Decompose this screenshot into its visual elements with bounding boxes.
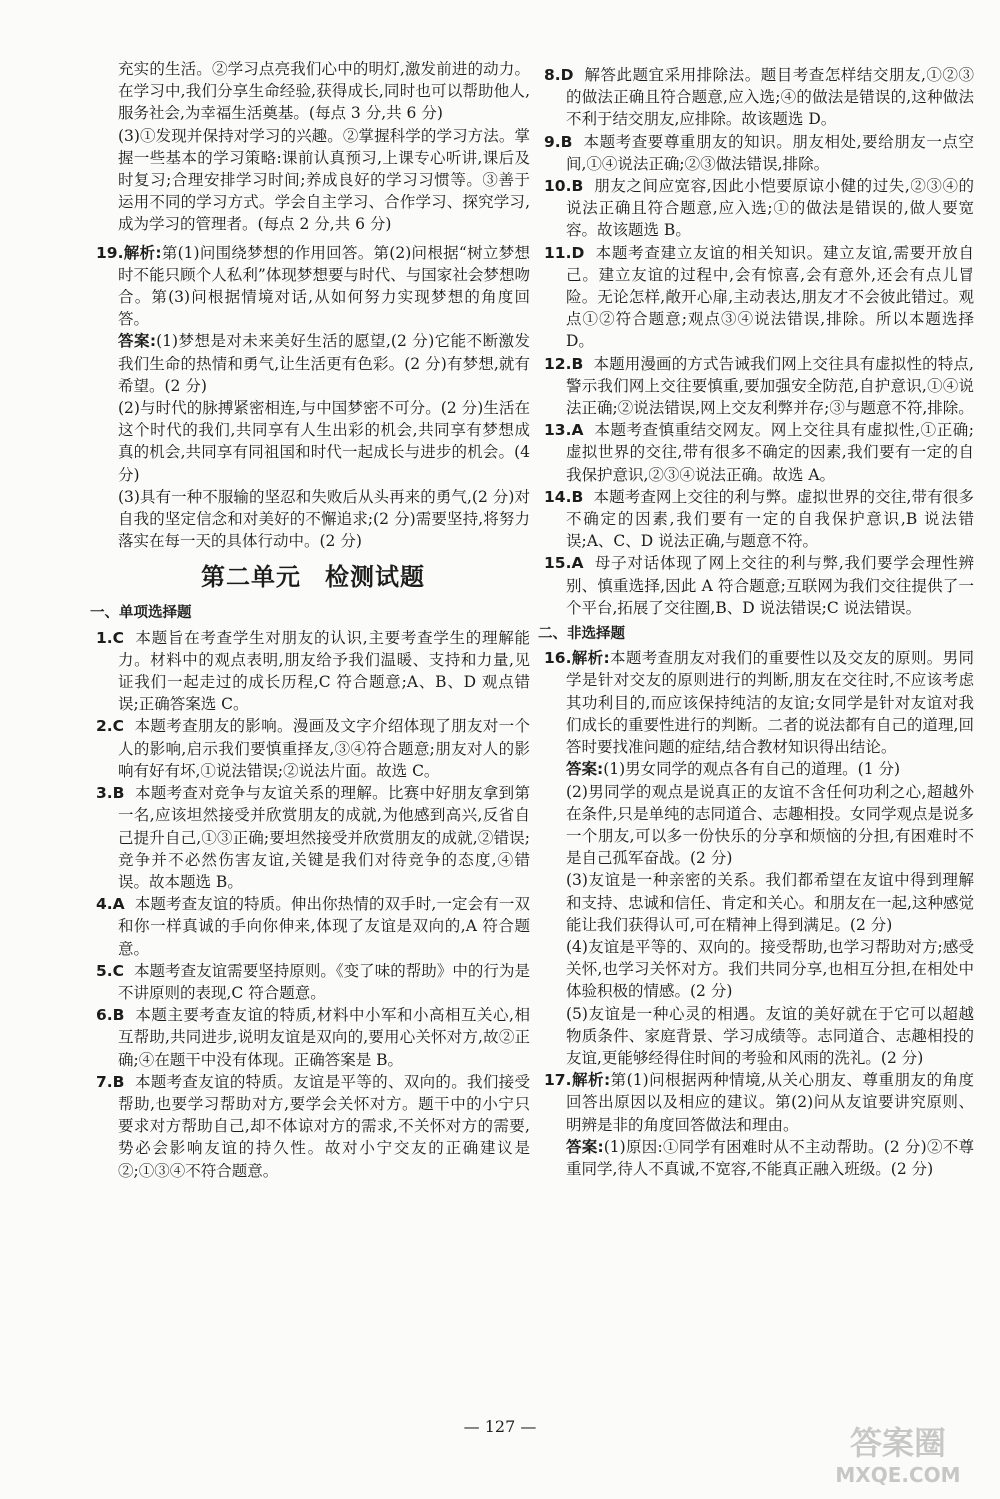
paragraph-2: (3)①发现并保持对学习的兴趣。②掌握科学的学习方法。掌握一些基本的学习策略:课前认真预习,上课专心听讲,课后及时复习;合理安排学习时间;养成良好的学习习惯等。③善于运用不同的学习方式。学会自主学习、合作学习、探究学习,成为学习的管理者。(每点 2 分,共 6 分) [118, 126, 530, 234]
answer-item: 9.B 本题考查要尊重朋友的知识。朋友相处,要给朋友一点空间,①④说法正确;②③做法错误,排除。 [544, 132, 975, 173]
analysis-label: 解析: [571, 649, 610, 668]
answer-item: 12.B 本题用漫画的方式告诫我们网上交往具有虚拟性的特点,警示我们网上交往要慎重,要加强安全防范,自护意识,①④说法正确;②说法错误,网上交友利弊并存;③与题意不符,排除。 [544, 354, 974, 418]
answer-part-5: (5)友谊是一种心灵的相遇。友谊的美好就在于它可以超越物质条件、家庭背景、学习成绩等。志同道合、志趣相投的友谊,更能够经得住时间的考验和风雨的洗礼。(2 分) [566, 1004, 974, 1067]
answer-item: 4.A 本题考查友谊的特质。伸出你热情的双手时,一定会有一双和你一样真诚的手向你伸来,体现了友谊是双向的,A 符合题意。 [96, 895, 531, 958]
answer-item: 2.C 本题考查朋友的影响。漫画及文字介绍体现了朋友对一个人的影响,启示我们要慎重择友,③④符合题意;朋友对人的影响有好有坏,①说法错误;②说法片面。故选 C。 [96, 717, 530, 780]
answer-item: 3.B 本题考查对竞争与友谊关系的理解。比赛中好朋友拿到第一名,应该坦然接受并欣赏朋友的成就,为他感到高兴,反省自己提升自己,①③正确;要坦然接受并欣赏朋友的成就,②错误;竞争并不必然伤害友谊,关键是我们对待竞争的态度,④错误。故本题选 B。 [96, 784, 530, 891]
unit-title [96, 560, 530, 594]
answer-list-left [96, 627, 530, 1182]
watermark-logo [808, 1418, 988, 1490]
page-number: — 127 — [463, 1417, 537, 1436]
question-16 [544, 647, 974, 1069]
answer-item: 7.B 本题考查友谊的特质。友谊是平等的、双向的。我们接受帮助,也要学习帮助对方,要学会关怀对方。题干中的小宁只要求对方帮助自己,却不体谅对方的需求,不关怀对方的需要,势必会影响友谊的持久性。故对小宁交友的正确建议是②;①③④不符合题意。 [96, 1072, 530, 1180]
answer-item: 11.D 本题考查建立友谊的相关知识。建立友谊,需要开放自己。建立友谊的过程中,会有惊喜,会有意外,还会有点儿冒险。无论怎样,敞开心扉,主动表达,朋友才不会彼此错过。观点①②符合题意;观点③④说法错误,排除。所以本题选择 D。 [544, 243, 974, 351]
analysis-text: 本题考查朋友对我们的重要性以及交友的原则。男同学是针对交友的原则进行的判断,朋友在交往时,不应该考虑其功利目的,而应该保持纯洁的友谊;女同学是针对友谊对我们成长的重要性进行的判断。二者的说法都有自己的道理,回答时要找准问题的症结,结合教材知识得出结论。 [566, 649, 974, 757]
answer-part-3: (3)友谊是一种亲密的关系。我们都希望在友谊中得到理解和支持、忠诚和信任、肯定和关心。和朋友在一起,这种感觉能让我们获得认可,可在精神上得到满足。(2 分) [566, 871, 974, 934]
watermark-url: MXQE.COM [835, 1463, 961, 1487]
answer-item: 14.B 本题考查网上交往的利与弊。虚拟世界的交往,带有很多不确定的因素,我们要有一定的自我保护意识,B 说法错误;A、C、D 说法正确,与题意不符。 [544, 487, 974, 551]
right-column [538, 64, 975, 1180]
answer-text: (1)原因:①同学有困难时从不主动帮助。(2 分)②不尊重同学,待人不真诚,不宽容,不能真正融入班级。(2 分) [566, 1137, 975, 1178]
answer-label: 答案: [118, 332, 157, 351]
question-number: 17. [544, 1071, 572, 1090]
answer-part-3: (3)具有一种不服输的坚忍和失败后从头再来的勇气,(2 分)对自我的坚定信念和对美好的不懈追求;(2 分)需要坚持,将努力落实在每一天的具体行动中。(2 分) [118, 487, 530, 551]
answer-item: 5.C 本题考查友谊需要坚持原则。《变了味的帮助》中的行为是不讲原则的表现,C 符合题意。 [96, 961, 530, 1002]
analysis-label: 解析: [571, 1071, 611, 1090]
answer-label: 答案: [566, 760, 604, 779]
analysis-text: 第(1)问围绕梦想的作用回答。第(2)问根据“树立梦想时不能只顾个人私利”体现梦想要与时代、与国家社会梦想吻合。第(3)问根据情境对话,从如何努力实现梦想的角度回答。 [118, 243, 530, 329]
unit-title-part-b: 检测试题 [325, 563, 425, 592]
section-heading-single-choice: 一、单项选择题 [90, 605, 192, 622]
answer-part-4: (4)友谊是平等的、双向的。接受帮助,也学习帮助对方;感受关怀,也学习关怀对方。我们共同分享,也相互分担,在相处中体验积极的情感。(2 分) [566, 937, 974, 1001]
answer-label: 答案: [566, 1137, 604, 1156]
question-number: 19. [96, 243, 124, 262]
question-17 [544, 1069, 974, 1180]
answer-part-2: (2)与时代的脉搏紧密相连,与中国梦密不可分。(2 分)生活在这个时代的我们,共同享有人生出彩的机会,共同享有梦想成真的机会,共同享有同祖国和时代一起成长与进步的机会。(4 分) [118, 399, 530, 484]
answer-item: 8.D 解答此题宜采用排除法。题目考查怎样结交朋友,①②③的做法正确且符合题意,应入选;④的做法是错误的,这种做法不利于结交朋友,应排除。故该题选 D。 [544, 66, 974, 129]
question-19 [96, 242, 530, 553]
analysis-label: 解析: [123, 243, 162, 262]
answer-item: 13.A 本题考查慎重结交网友。网上交往具有虚拟性,①正确;虚拟世界的交往,带有很多不确定的因素,我们要有一定的自我保护意识,②③④说法正确。故选 A。 [544, 421, 974, 484]
section-heading-non-choice: 二、非选择题 [538, 626, 625, 643]
analysis-text: 第(1)问根据两种情境,从关心朋友、尊重朋友的角度回答出原因以及相应的建议。第(2)问从友谊要讲究原则、明辨是非的角度回答做法和理由。 [566, 1071, 975, 1134]
watermark-title: 答案圈 [849, 1424, 947, 1462]
answer-part-2: (2)男同学的观点是说真正的友谊不含任何功利之心,超越外在条件,只是单纯的志同道合、志趣相投。女同学观点是说多一个朋友,可以多一份快乐的分享和烦恼的分担,有困难时不是自己孤军奋战。(2 分) [566, 782, 974, 868]
paragraph-1: 充实的生活。②学习点亮我们心中的明灯,激发前进的动力。在学习中,我们分享生命经验,获得成长,同时也可以帮助他人,服务社会,为幸福生活奠基。(每点 3 分,共 6 分) [118, 60, 530, 123]
question-number: 16. [544, 649, 572, 668]
answer-text: (1)男女同学的观点各有自己的道理。(1 分) [603, 760, 901, 779]
unit-title-part-a: 第二单元 [201, 563, 301, 592]
answer-item: 1.C 本题旨在考查学生对朋友的认识,主要考查学生的理解能力。材料中的观点表明,朋友给予我们温暖、支持和力量,见证我们一起走过的成长历程,C 符合题意;A、B、D 观点错误;正确答案选 C。 [96, 628, 530, 714]
answer-item: 10.B 朋友之间应宽容,因此小恺要原谅小健的过失,②③④的说法正确且符合题意,应入选;①的做法是错误的,做人要宽容。故该题选 B。 [544, 177, 975, 240]
left-column [90, 58, 531, 1182]
answer-item: 6.B 本题主要考查友谊的特质,材料中小军和小高相互关心,相互帮助,共同进步,说明友谊是双向的,要用心关怀对方,故②正确;④在题干中没有体现。正确答案是 B。 [96, 1006, 530, 1069]
answer-list-right [544, 64, 974, 619]
answer-text: (1)梦想是对未来美好生活的愿望,(2 分)它能不断激发我们生命的热情和勇气,让生活更有色彩。(2 分)有梦想,就有希望。(2 分) [118, 332, 530, 395]
answer-item: 15.A 母子对话体现了网上交往的利与弊,我们要学会理性辨别、慎重选择,因此 A 符合题意;互联网为我们交往提供了一个平台,拓展了交往圈,B、D 说法错误;C 说法错误。 [544, 554, 974, 617]
